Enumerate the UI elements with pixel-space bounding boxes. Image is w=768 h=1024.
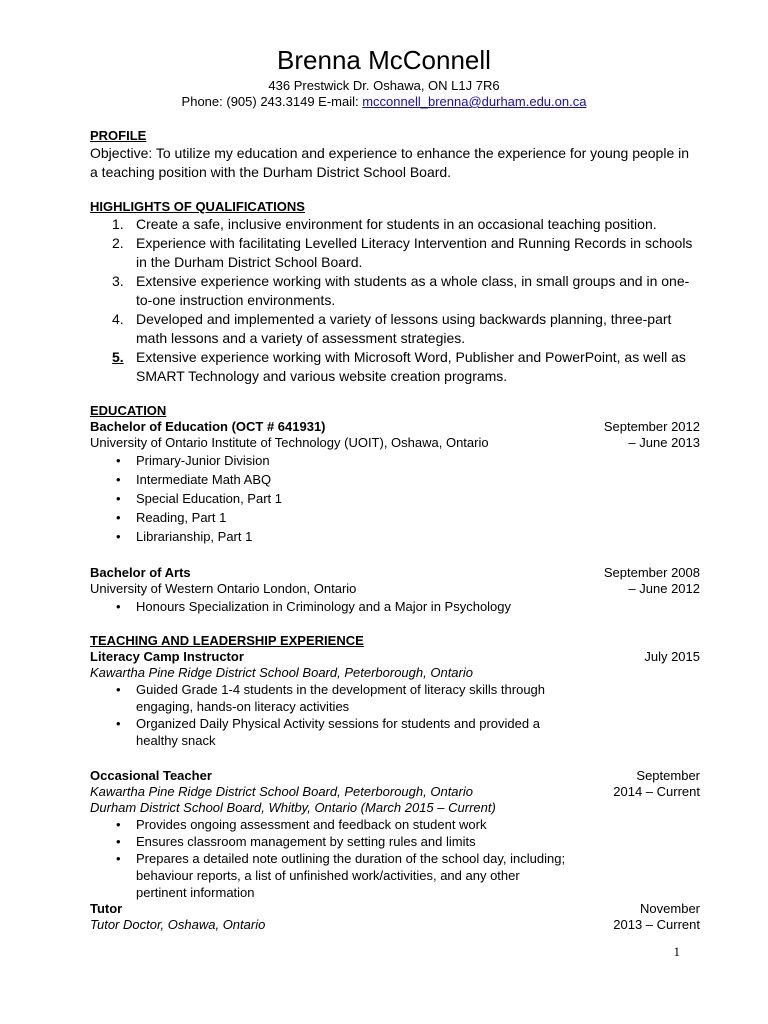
resume-name: Brenna McConnell: [277, 45, 491, 75]
experience-heading: TEACHING AND LEADERSHIP EXPERIENCE: [90, 633, 364, 648]
list-item: • Ensures classroom management by setting rules and limits: [90, 833, 700, 850]
list-item: • Prepares a detailed note outlining the duration of the school day, including; behaviour reports, a list of unfinished work/activities, and any other pertinent information: [90, 850, 700, 901]
list-item: • Provides ongoing assessment and feedback on student work: [90, 816, 700, 833]
job-title: Literacy Camp Instructor: [90, 649, 244, 664]
experience-entry: [90, 649, 700, 749]
education-entry: [90, 419, 700, 546]
email-link[interactable]: mcconnell_brenna@durham.edu.on.ca: [362, 94, 587, 109]
employer: Durham District School Board, Whitby, Ontario (March 2015 – Current): [90, 800, 496, 815]
employer: Tutor Doctor, Oshawa, Ontario: [90, 917, 266, 932]
highlight-item: 5. Extensive experience working with Microsoft Word, Publisher and PowerPoint, as well as SMART Technology and various website creation programs.: [112, 349, 686, 384]
education-bullets: [90, 451, 700, 546]
resume-body: [90, 128, 700, 933]
list-item: • Honours Specialization in Criminology and a Major in Psychology: [90, 597, 700, 616]
entry-date: September 2012 – June 2013: [603, 419, 700, 450]
institution: University of Ontario Institute of Technology (UOIT), Oshawa, Ontario: [90, 435, 489, 450]
profile-heading: PROFILE: [90, 128, 147, 143]
contact-line: [0, 94, 768, 110]
degree-title: Bachelor of Arts: [90, 565, 191, 580]
experience-bullets: [90, 681, 700, 749]
education-heading: EDUCATION: [90, 403, 167, 418]
job-title: Occasional Teacher: [90, 768, 212, 783]
job-title: Tutor: [90, 901, 123, 916]
phone-label: Phone: (905) 243.3149 E-mail:: [181, 94, 363, 109]
list-item: • Special Education, Part 1: [90, 489, 700, 508]
experience-bullets: [90, 816, 700, 901]
address: 436 Prestwick Dr. Oshawa, ON L1J 7R6: [268, 78, 500, 93]
degree-title: Bachelor of Education (OCT # 641931): [90, 419, 326, 434]
list-item: • Reading, Part 1: [90, 508, 700, 527]
profile-objective: Objective: To utilize my education and experience to enhance the experience for young people in a teaching position with the Durham District School Board.: [90, 145, 690, 180]
list-item: • Librarianship, Part 1: [90, 527, 700, 546]
list-item: • Primary-Junior Division: [90, 451, 700, 470]
employer: Kawartha Pine Ridge District School Board, Peterborough, Ontario: [90, 665, 473, 680]
highlight-item: 2. Experience with facilitating Levelled Literacy Intervention and Running Records in schools in the Durham District School Board.: [112, 235, 693, 270]
highlight-item: 1. Create a safe, inclusive environment for students in an occasional teaching position.: [112, 216, 657, 232]
experience-entry: [90, 768, 700, 901]
institution: University of Western Ontario London, Ontario: [90, 581, 357, 596]
list-item: • Guided Grade 1-4 students in the development of literacy skills through engaging, hands-on literacy activities: [90, 681, 700, 715]
highlights-heading: HIGHLIGHTS OF QUALIFICATIONS: [90, 199, 305, 214]
entry-date: November 2013 – Current: [613, 901, 700, 932]
entry-date: July 2015: [644, 649, 700, 664]
entry-date: September 2014 – Current: [613, 768, 700, 799]
experience-entry: [90, 901, 700, 933]
education-entry: [90, 565, 700, 616]
highlight-item: 3. Extensive experience working with students as a whole class, in small groups and in one-to-one instruction environments.: [112, 273, 690, 308]
entry-date: September 2008 – June 2012: [603, 565, 700, 596]
education-bullets: [90, 597, 700, 616]
highlight-item: 4. Developed and implemented a variety of lessons using backwards planning, three-part math lessons and a variety of assessment strategies.: [112, 311, 672, 346]
page-number: 1: [673, 944, 680, 959]
highlights-list: [90, 215, 700, 386]
employer: Kawartha Pine Ridge District School Board, Peterborough, Ontario: [90, 784, 473, 799]
list-item: • Organized Daily Physical Activity sessions for students and provided a healthy snack: [90, 715, 700, 749]
list-item: • Intermediate Math ABQ: [90, 470, 700, 489]
